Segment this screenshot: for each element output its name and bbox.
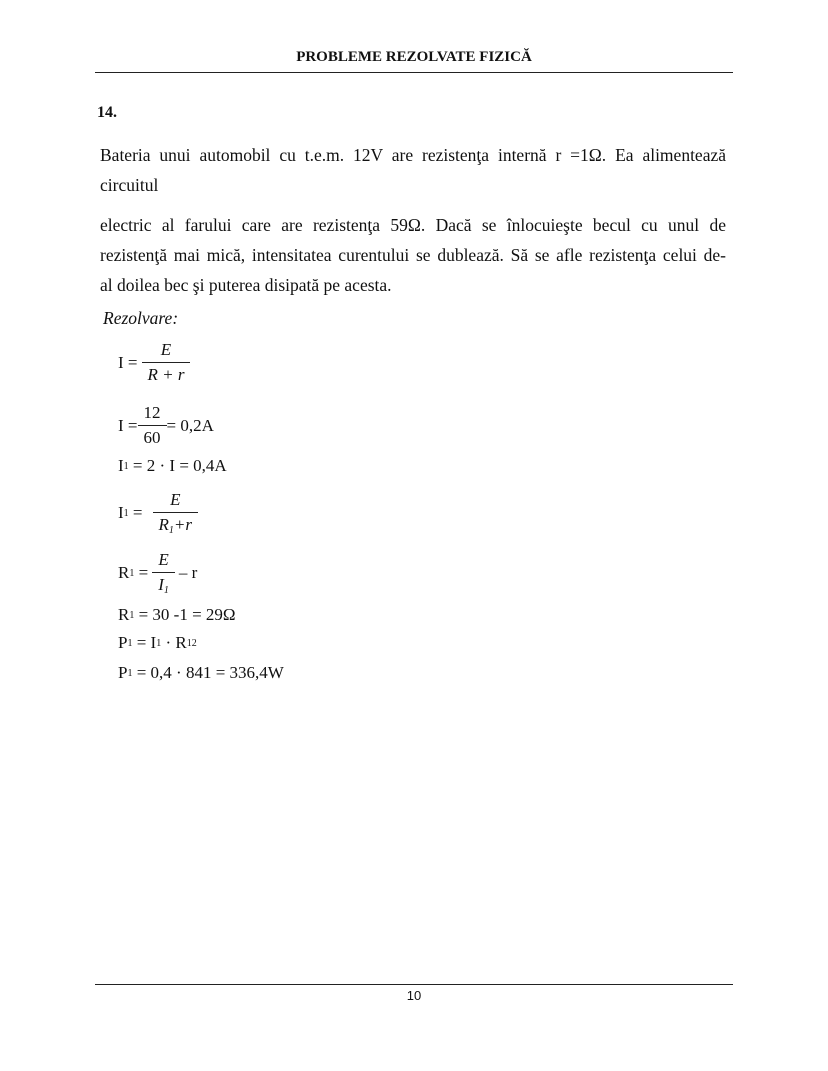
eq-lhs: I [118, 503, 124, 522]
eq-rhs: = 0,2A [166, 415, 214, 435]
page-number: 10 [406, 988, 422, 1003]
equation-power-formula [118, 633, 197, 653]
equation-power-value [118, 663, 284, 683]
eq-rhs: = 2 · I = 0,4A [128, 456, 227, 475]
den-part: +r [173, 515, 192, 534]
subscript: 1 [129, 609, 135, 621]
eq-lhs: I [118, 456, 124, 475]
solution-label: Rezolvare: [103, 308, 179, 328]
equals: = [134, 563, 149, 582]
problem-text-line: electric al farului care are rezistenţa 59Ω. Dacă se înlocuieşte becul cu unul de [100, 215, 726, 235]
eq-rhs: – r [178, 563, 198, 582]
problem-number: 14. [97, 104, 117, 121]
numerator: E [170, 490, 181, 509]
denominator [152, 572, 175, 596]
den-part: I [158, 575, 164, 594]
problem-text-line: circuitul [100, 175, 159, 195]
eq-lhs: R [118, 563, 130, 582]
equation-current [118, 340, 194, 385]
eq-rhs: = 0,4 · 841 = 336,4W [132, 663, 284, 682]
numerator: E [160, 340, 172, 359]
problem-text-line: rezistenţă mai mică, intensitatea curentului se dublează. Să se afle rezistenţa celui de- [100, 245, 726, 265]
subscript: 1 [186, 637, 192, 649]
equation-resistance-value [118, 605, 236, 625]
subscript: 1 [168, 525, 174, 536]
subscript: 1 [123, 507, 129, 519]
denominator [153, 512, 198, 536]
subscript: 1 [127, 637, 133, 649]
eq-part: · R [161, 633, 187, 652]
fraction [138, 403, 167, 448]
subscript: 1 [123, 460, 129, 472]
eq-lhs: P [118, 633, 128, 652]
equation-resistance-formula [118, 550, 197, 596]
equation-doubled-current [118, 456, 227, 476]
subscript: 1 [129, 567, 135, 579]
equation-current-new [118, 490, 202, 536]
subscript: 1 [156, 637, 162, 649]
equation-current-value [118, 403, 214, 448]
denominator: 60 [138, 425, 167, 448]
eq-rhs: = 30 -1 = 29Ω [134, 605, 236, 624]
subscript: 1 [163, 585, 169, 596]
problem-text-line: Bateria unui automobil cu t.e.m. 12V are rezistenţa internă r =1Ω. Ea alimentează [100, 145, 726, 165]
den-part: R [158, 515, 169, 534]
eq-part: = I [132, 633, 157, 652]
fraction [152, 550, 175, 596]
eq-lhs: I = [118, 415, 138, 435]
eq-lhs: R [118, 605, 130, 624]
footer-divider [95, 984, 733, 985]
page-header-title: PROBLEME REZOLVATE FIZICĂ [296, 49, 532, 65]
header-divider [95, 72, 733, 73]
subscript: 1 [127, 667, 133, 679]
eq-lhs: I = [118, 352, 138, 372]
fraction [153, 490, 198, 536]
numerator: E [158, 550, 169, 569]
eq-lhs: P [118, 663, 128, 682]
problem-text-line: al doilea bec şi puterea disipată pe acesta. [100, 275, 392, 295]
fraction [142, 340, 191, 385]
denominator: R + r [142, 362, 191, 385]
superscript: 2 [191, 637, 197, 649]
numerator: 12 [143, 403, 161, 422]
equals: = [128, 503, 143, 522]
